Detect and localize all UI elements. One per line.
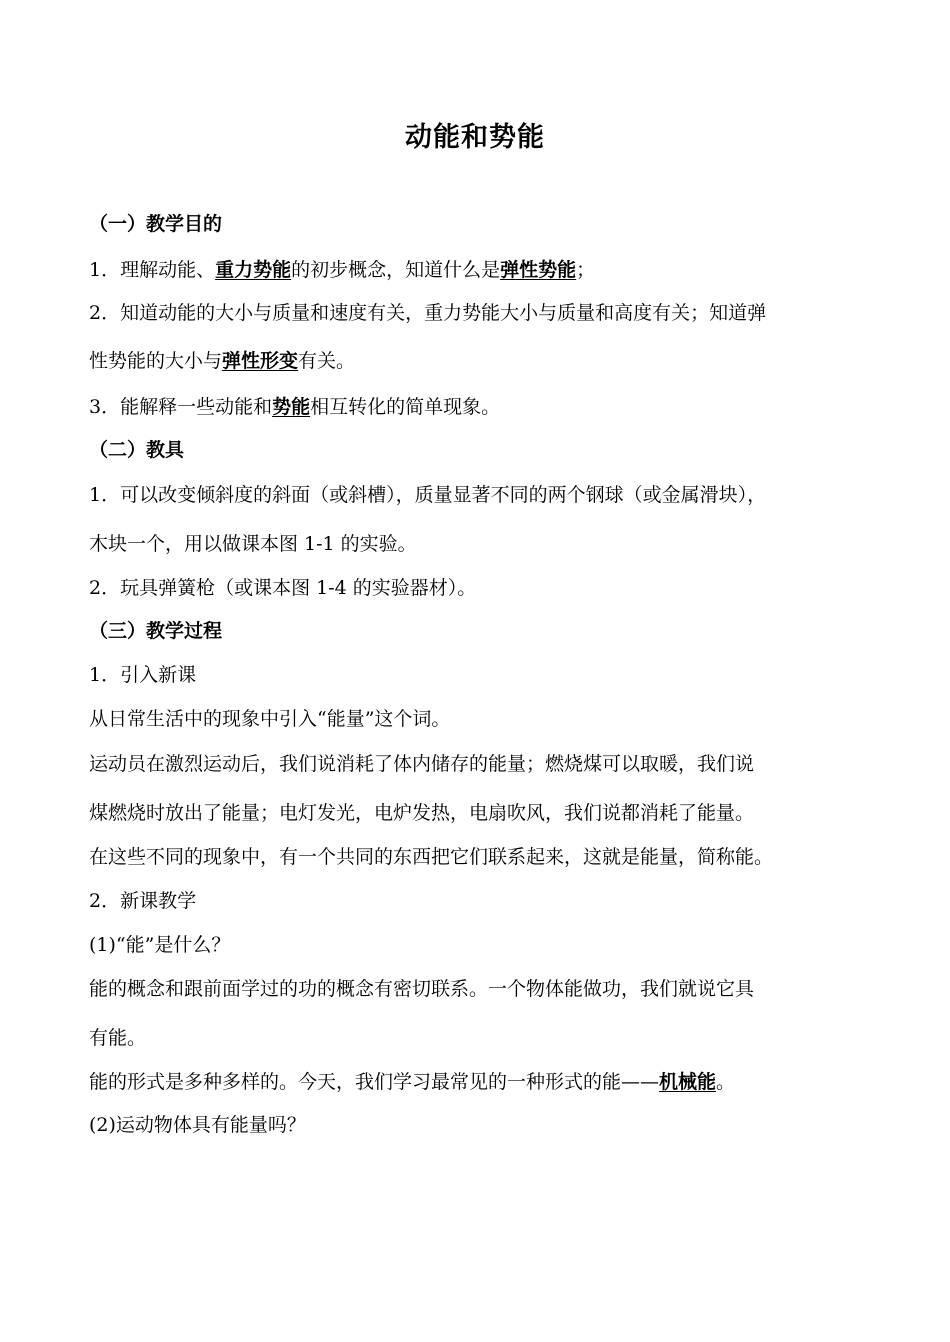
paragraph-line	[89, 256, 889, 284]
text-run: 有关。	[298, 350, 356, 372]
paragraph-line: 有能。	[89, 1027, 147, 1049]
text-run: 能的形式是多种多样的。今天，我们学习最常见的一种形式的能——	[89, 1071, 660, 1093]
text-run: 相互转化的简单现象。	[310, 396, 501, 418]
paragraph-line: 木块一个，用以做课本图 1-1 的实验。	[89, 533, 417, 555]
paragraph-line: 能的概念和跟前面学过的功的概念有密切联系。一个物体能做功，我们就说它具	[89, 978, 755, 1000]
paragraph-line: 1．引入新课	[89, 664, 197, 686]
text-run: 3．能解释一些动能和	[89, 396, 273, 418]
text-run: 1．理解动能、	[89, 259, 216, 281]
text-run: 的初步概念，知道什么是	[291, 259, 501, 281]
keyword-underlined: 重力势能	[215, 259, 292, 281]
paragraph-line	[89, 393, 889, 421]
paragraph-line	[89, 347, 889, 375]
section-heading-process: （三）教学过程	[89, 620, 223, 642]
text-run: 。	[716, 1071, 736, 1093]
paragraph-line: 运动员在激烈运动后，我们说消耗了体内储存的能量；燃烧煤可以取暖，我们说	[89, 753, 755, 775]
paragraph-line: 煤燃烧时放出了能量；电灯发光，电炉发热，电扇吹风，我们说都消耗了能量。	[89, 802, 755, 824]
page-title: 动能和势能	[405, 122, 545, 153]
section-heading-equipment: （二）教具	[89, 439, 185, 461]
keyword-underlined: 机械能	[659, 1071, 717, 1093]
paragraph-line: 1．可以改变倾斜度的斜面（或斜槽），质量显著不同的两个钢球（或金属滑块），	[89, 484, 767, 506]
paragraph-line: (1)“能”是什么？	[89, 934, 231, 956]
paragraph-line: (2)运动物体具有能量吗？	[89, 1114, 306, 1136]
paragraph-line: 在这些不同的现象中，有一个共同的东西把它们联系起来，这就是能量，简称能。	[89, 846, 774, 868]
paragraph-line: 2．玩具弹簧枪（或课本图 1-4 的实验器材）。	[89, 577, 477, 599]
paragraph-line: 2．新课教学	[89, 890, 197, 912]
paragraph-line	[89, 1068, 889, 1096]
section-heading-objectives: （一）教学目的	[89, 213, 223, 235]
paragraph-line: 从日常生活中的现象中引入“能量”这个词。	[89, 708, 451, 730]
keyword-underlined: 弹性形变	[222, 350, 299, 372]
text-run: 性势能的大小与	[89, 350, 223, 372]
paragraph-line: 2．知道动能的大小与质量和速度有关，重力势能大小与质量和高度有关；知道弹	[89, 302, 767, 324]
text-run: ；	[576, 259, 596, 281]
keyword-underlined: 弹性势能	[500, 259, 577, 281]
keyword-underlined: 势能	[272, 396, 311, 418]
